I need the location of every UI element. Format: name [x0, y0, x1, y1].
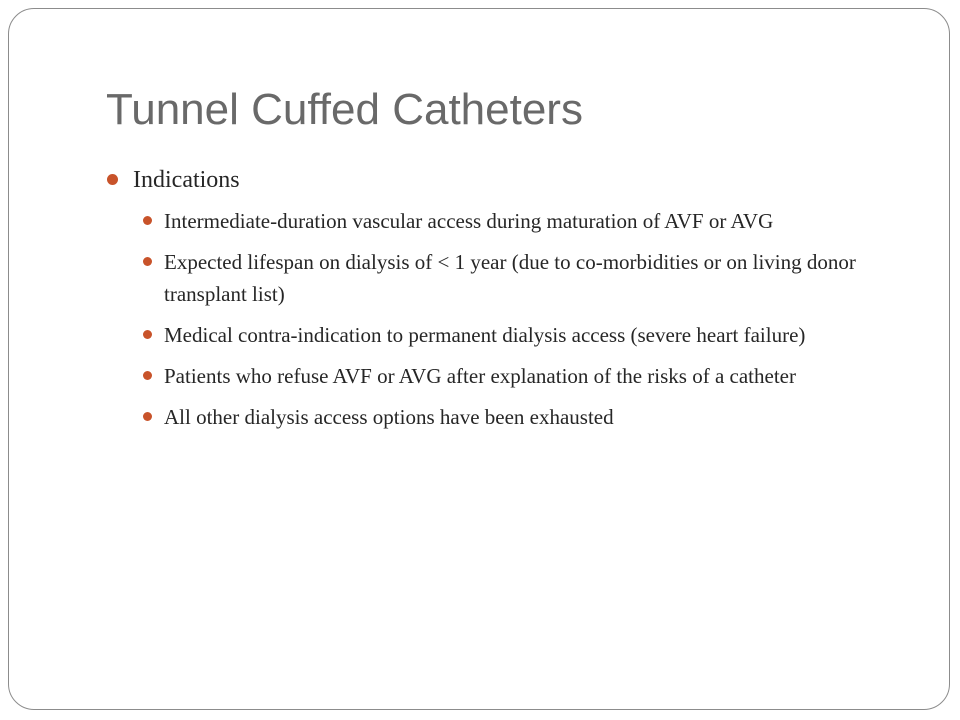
sub-bullet-item [106, 246, 906, 310]
sub-bullet-item [106, 319, 906, 351]
sub-bullet-item [106, 401, 906, 433]
sub-bullet-list [106, 205, 906, 433]
bullet-dot-icon [107, 174, 118, 185]
bullet-dot-icon [143, 257, 152, 266]
bullet-dot-icon [143, 330, 152, 339]
slide-body [106, 160, 906, 442]
bullet-text: Indications [133, 167, 240, 193]
bullet-dot-icon [143, 371, 152, 380]
sub-bullet-item [106, 360, 906, 392]
bullet-item-indications [106, 160, 906, 200]
sub-bullet-text: Medical contra-indication to permanent dialysis access (severe heart failure) [164, 323, 806, 347]
bullet-dot-icon [143, 412, 152, 421]
sub-bullet-text: All other dialysis access options have been exhausted [164, 405, 614, 429]
sub-bullet-item [106, 205, 906, 237]
sub-bullet-text: Expected lifespan on dialysis of < 1 year (due to co-morbidities or on living donor transplant list) [164, 250, 856, 306]
sub-bullet-text: Patients who refuse AVF or AVG after explanation of the risks of a catheter [164, 364, 796, 388]
bullet-dot-icon [143, 216, 152, 225]
slide-title: Tunnel Cuffed Catheters [106, 85, 583, 134]
sub-bullet-text: Intermediate-duration vascular access during maturation of AVF or AVG [164, 209, 774, 233]
